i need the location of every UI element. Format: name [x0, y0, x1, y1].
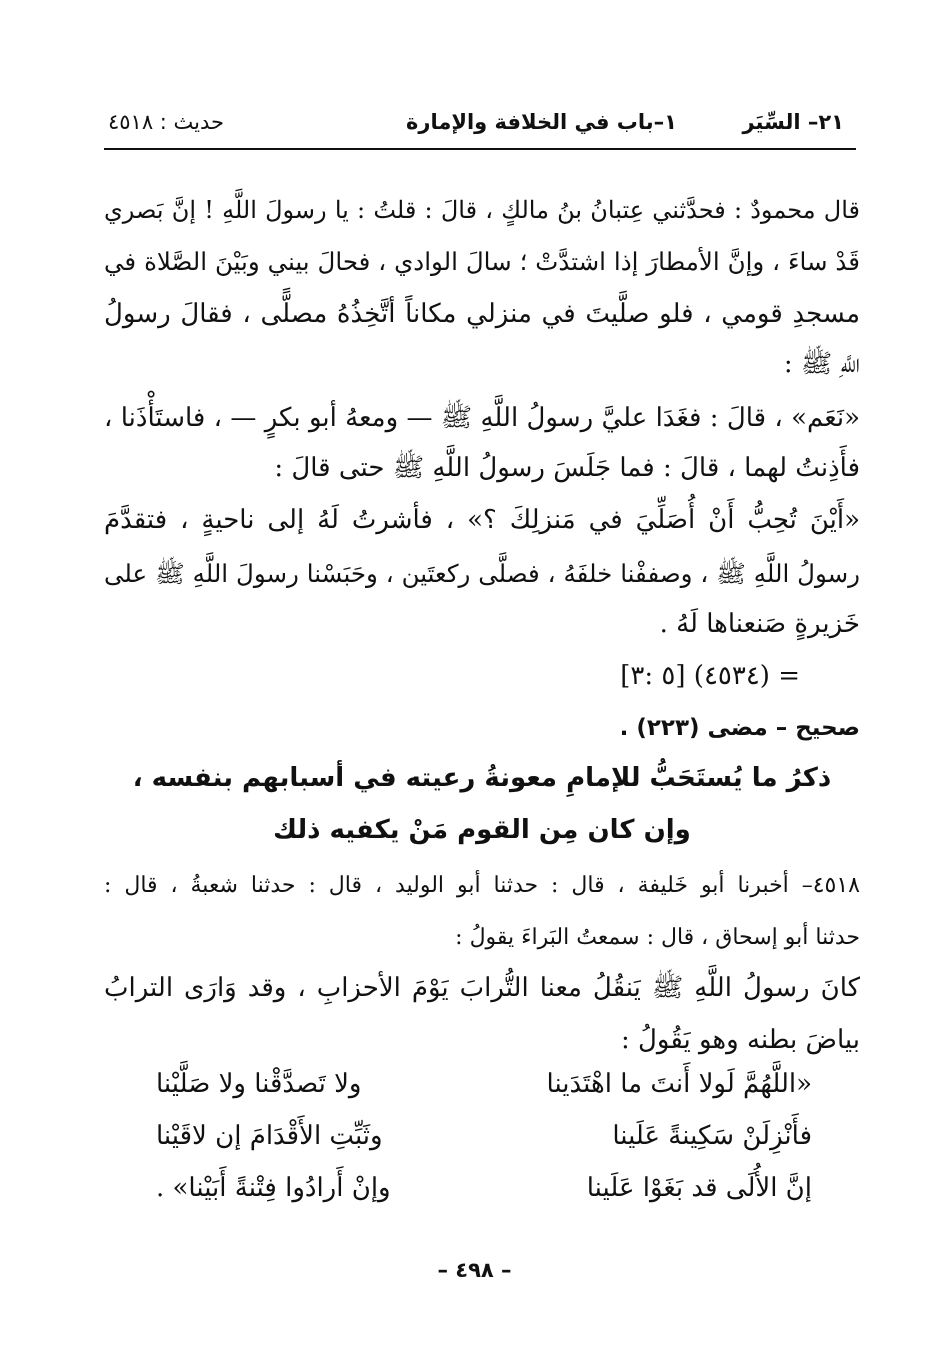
matn-line: بياضَ بطنه وهو يَقُولُ :: [620, 1025, 860, 1055]
verse-first-hemistich: إنَّ الأُلَى قد بَغَوْا عَلَينا: [586, 1173, 812, 1203]
verse-first-hemistich: فأَنْزِلَنْ سَكِينةً عَلَينا: [612, 1121, 812, 1151]
cross-reference: = (٤٥٣٤) [٥ :٣]: [620, 661, 800, 691]
body-line: خَزيرةٍ صَنعناها لَهُ .: [659, 609, 860, 639]
page-number: – ٤٩٨ –: [437, 1258, 512, 1282]
body-line: مسجدِ قومي ، فلو صلَّيتَ في منزلي مكاناً أتَّخِذُهُ مصلًّى ، فقالَ رسولُ: [104, 299, 860, 329]
header-rule: [104, 148, 856, 150]
body-line: قال محمودٌ : فحدَّثني عِتبانُ بنُ مالكٍ ، قالَ : قلتُ : يا رسولَ اللَّهِ ! إنَّ بَصري: [104, 196, 860, 224]
running-header-section: ١–باب في الخلافة والإمارة: [405, 110, 677, 134]
chapter-title-line: ذكرُ ما يُستَحَبُّ للإمامِ معونةُ رعيته في أسبابهم بنفسه ،: [132, 763, 832, 793]
hadith-grade: صحيح – مضى (٢٢٣) .: [619, 715, 860, 741]
matn-line: كانَ رسولُ اللَّهِ ﷺ يَنقُلُ معنا التُّرابَ يَوْمَ الأحزابِ ، وقد وَارَى الترابُ: [104, 973, 860, 1003]
body-line: قَدْ ساءَ ، وإنَّ الأمطارَ إذا اشتدَّتْ ؛ سالَ الوادي ، فحالَ بيني وبَيْنَ الصَّلاة في: [104, 247, 860, 276]
verse-second-hemistich: ولا تَصدَّقْنا ولا صَلَّيْنا: [156, 1069, 362, 1099]
chapter-title-line: وإن كان مِن القوم مَنْ يكفيه ذلك: [273, 815, 691, 845]
body-line: فأَذِنتُ لهما ، قالَ : فما جَلَسَ رسولُ اللَّهِ ﷺ حتى قالَ :: [274, 453, 860, 483]
verse-second-hemistich: وإنْ أَرادُوا فِتْنةً أَبَيْنا» .: [156, 1173, 391, 1203]
body-line: رسولُ اللَّهِ ﷺ ، وصففْنا خلفَهُ ، فصلَّى ركعتَين ، وحَبَسْنا رسولَ اللَّهِ ﷺ على: [104, 559, 860, 588]
body-line: «أَيْنَ تُحِبُّ أَنْ أُصَلِّيَ في مَنزلِكَ ؟» ، فأشرتُ لَهُ إلى ناحيةٍ ، فتقدَّمَ: [104, 505, 860, 535]
isnad-line: حدثنا أبو إسحاق ، قال : سمعتُ البَراءَ يقولُ :: [455, 925, 860, 950]
verse-first-hemistich: «اللَّهُمَّ لَولا أَنتَ ما اهْتَدَينا: [546, 1069, 812, 1099]
body-line: «نَعَم» ، قالَ : فغَدَا عليَّ رسولُ اللَّهِ ﷺ — ومعهُ أبو بكرٍ — ، فاستَأْذَنا ،: [104, 403, 860, 433]
isnad-line: ٤٥١٨– أخبرنا أبو خَليفة ، قال : حدثنا أبو الوليد ، قال : حدثنا شعبةُ ، قال :: [104, 873, 860, 898]
running-header-hadith-number: حديث : ٤٥١٨: [108, 110, 225, 134]
body-line: اللَّهِ ﷺ :: [783, 349, 860, 379]
verse-second-hemistich: وثَبِّتِ الأَقْدَامَ إن لاقَيْنا: [156, 1121, 383, 1151]
running-header-chapter: ٢١– السِّيَر: [742, 110, 844, 134]
